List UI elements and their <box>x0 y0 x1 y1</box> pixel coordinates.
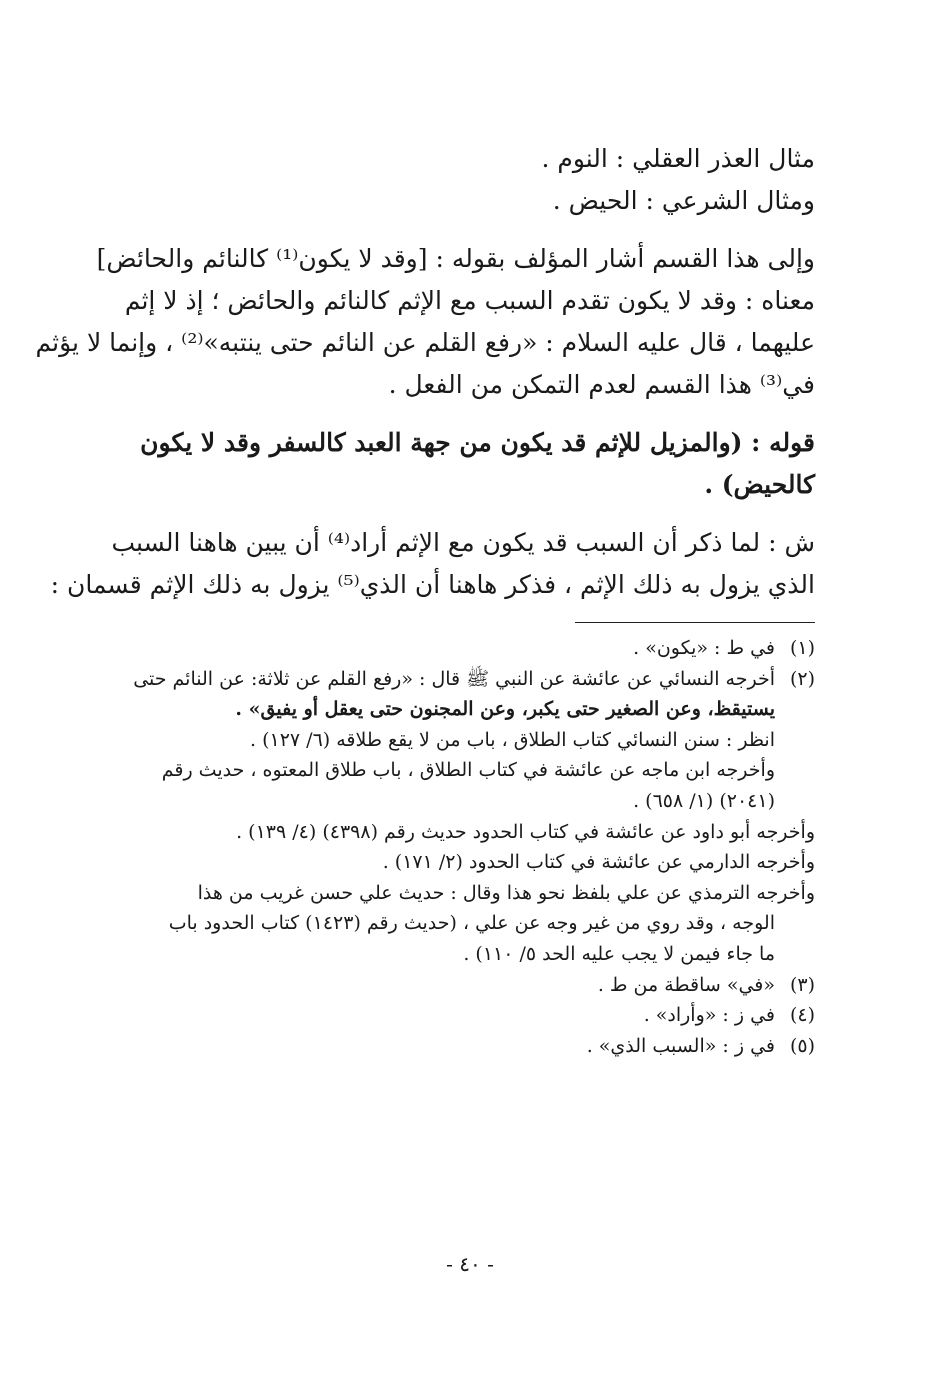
footnote-text: في ط : «يكون» . <box>633 637 775 659</box>
footnote-number: (١) <box>789 637 815 659</box>
footnote-line: وأخرجه الدارمي عن عائشة في كتاب الحدود (٢/ ١٧١) . <box>382 851 815 874</box>
commentary-line: الذي يزول به ذلك الإثم ، فذكر هاهنا أن الذي⁽⁵⁾ يزول به ذلك الإثم قسمان : <box>50 570 815 599</box>
paragraph-legal-excuse: ومثال الشرعي : الحيض . <box>552 186 815 215</box>
page-body <box>35 138 815 1061</box>
footnote-1 <box>105 633 815 664</box>
footnote-text: «في» ساقطة من ط . <box>597 973 775 996</box>
footnote-line: وأخرجه ابن ماجه عن عائشة في كتاب الطلاق ، باب طلاق المعتوه ، حديث رقم <box>161 759 775 782</box>
footnotes <box>105 633 815 1061</box>
footnote-3 <box>105 970 815 1001</box>
footnote-line: (٢٠٤١) (١/ ٦٥٨) . <box>633 789 775 812</box>
footnote-line: الوجه ، وقد روي من غير وجه عن علي ، (حديث رقم (١٤٢٣) كتاب الحدود باب <box>168 912 775 935</box>
paragraph-line: معناه : وقد لا يكون تقدم السبب مع الإثم كالنائم والحائض ؛ إذ لا إثم <box>124 286 815 315</box>
footnote-number: (٢) <box>789 667 815 690</box>
footnote-line: ما جاء فيمن لا يجب عليه الحد ٥/ ١١٠) . <box>463 942 775 965</box>
footnote-5 <box>105 1031 815 1062</box>
footnote-number: (٣) <box>789 973 815 996</box>
paragraph-rational-excuse: مثال العذر العقلي : النوم . <box>541 144 815 173</box>
paragraph-line: وإلى هذا القسم أشار المؤلف بقوله : [وقد لا يكون⁽¹⁾ كالنائم والحائض] <box>96 244 815 273</box>
page-number: - ٤٠ - <box>446 1252 494 1276</box>
footnote-text: أخرجه النسائي عن عائشة عن النبي ﷺ قال : «رفع القلم عن ثلاثة: عن النائم حتى <box>133 667 775 690</box>
footnote-number: (٥) <box>789 1034 815 1057</box>
footnote-text: في ز : «وأراد» . <box>643 1004 775 1027</box>
footnote-line: انظر : سنن النسائي كتاب الطلاق ، باب من لا يقع طلاقه (٦/ ١٢٧) . <box>249 728 775 751</box>
footnote-line: وأخرجه أبو داود عن عائشة في كتاب الحدود حديث رقم (٤٣٩٨) (٤/ ١٣٩) . <box>236 820 815 843</box>
footnote-text: في ز : «السبب الذي» . <box>586 1034 775 1057</box>
paragraph-line: عليهما ، قال عليه السلام : «رفع القلم عن النائم حتى ينتبه»⁽²⁾ ، وإنما لا يؤثم <box>35 328 815 357</box>
footnote-line: وأخرجه الترمذي عن علي بلفظ نحو هذا وقال : حديث علي حسن غريب من هذا <box>197 881 815 904</box>
quoted-text-line: كالحيض) . <box>704 470 815 499</box>
quoted-text-line: قوله : (والمزيل للإثم قد يكون من جهة العبد كالسفر وقد لا يكون <box>140 428 815 457</box>
main-text <box>35 138 815 606</box>
footnote-4 <box>105 1000 815 1031</box>
footnote-number: (٤) <box>789 1004 815 1027</box>
footnote-line: يستيقظ، وعن الصغير حتى يكبر، وعن المجنون حتى يعقل أو يفيق» . <box>235 698 775 721</box>
commentary-line: ش : لما ذكر أن السبب قد يكون مع الإثم أراد⁽⁴⁾ أن يبين هاهنا السبب <box>111 528 815 557</box>
paragraph-line: في⁽³⁾ هذا القسم لعدم التمكن من الفعل . <box>388 370 815 399</box>
footnote-divider <box>575 622 815 623</box>
footnote-2 <box>105 664 815 695</box>
